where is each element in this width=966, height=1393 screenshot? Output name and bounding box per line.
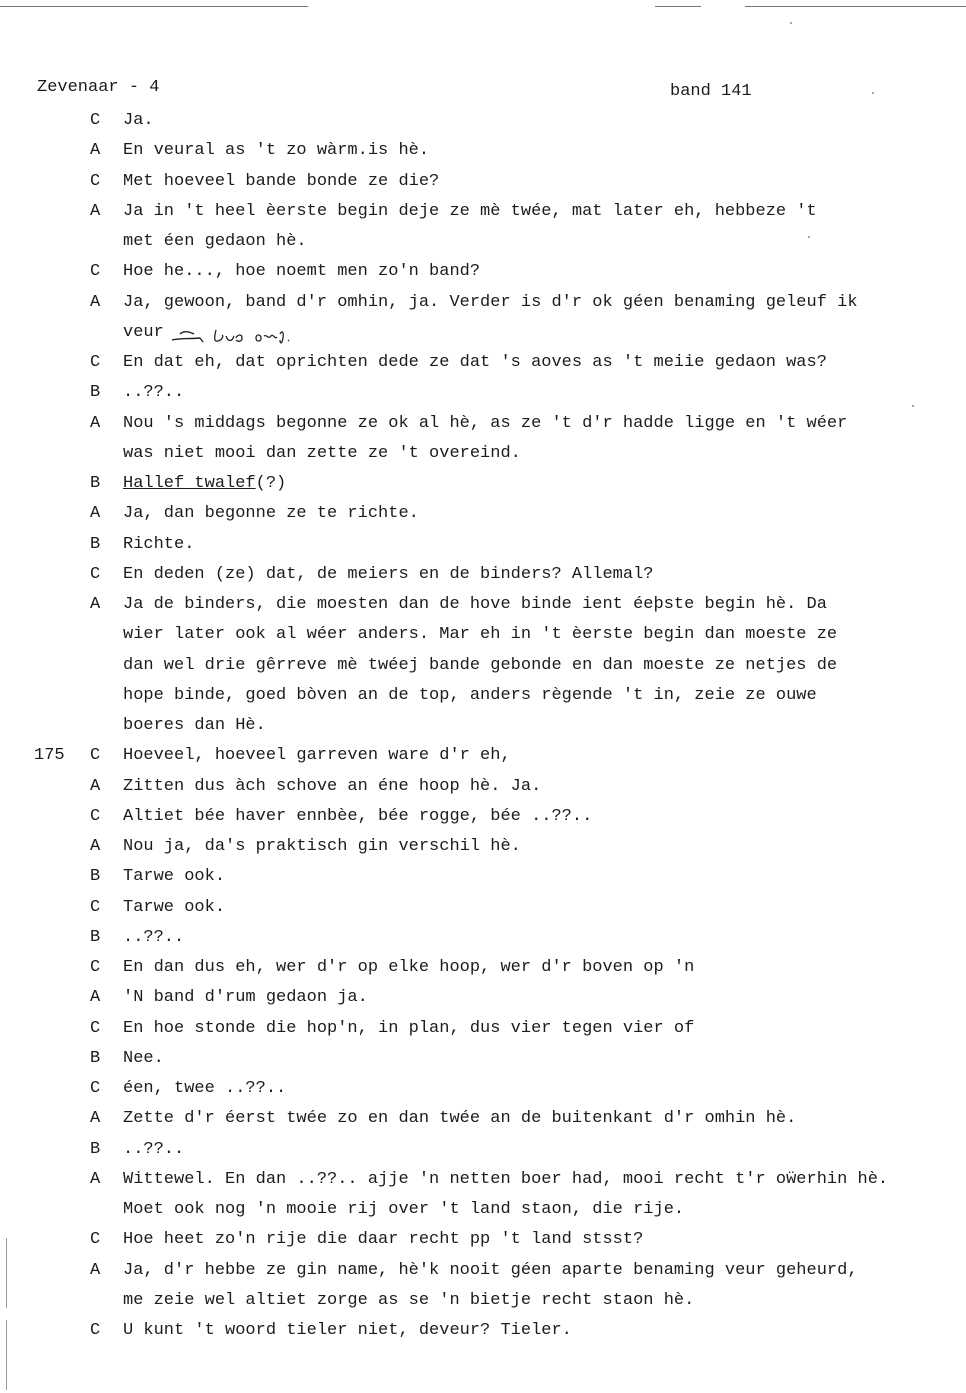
speaker-label: A bbox=[90, 504, 101, 524]
transcript-line bbox=[0, 1018, 966, 1048]
transcript-line bbox=[0, 231, 966, 261]
speaker-label: C bbox=[90, 353, 101, 372]
utterance-text: éen, twee ..??.. bbox=[123, 1079, 287, 1098]
transcript-line bbox=[0, 201, 966, 231]
speaker-label: B bbox=[90, 1139, 101, 1159]
utterance-text: 'N band d'rum gedaon ja. bbox=[123, 988, 368, 1008]
transcript-line bbox=[0, 1290, 966, 1320]
utterance-text: Nou 's middags begonne ze ok al hè, as ze 't d'r hadde ligge en 't wéer bbox=[123, 413, 848, 433]
header-location: Zevenaar - 4 bbox=[37, 78, 160, 97]
transcript-line bbox=[0, 776, 966, 806]
speaker-label: A bbox=[90, 595, 101, 614]
margin-bar bbox=[6, 1238, 7, 1308]
utterance-text: En dat eh, dat oprichten dede ze dat 's aoves as 't meiie gedaon was? bbox=[123, 353, 827, 372]
transcript-line bbox=[0, 110, 966, 140]
utterance-text: Ja. bbox=[123, 111, 154, 130]
speaker-label: A bbox=[90, 1260, 101, 1280]
margin-bar bbox=[6, 1320, 7, 1390]
top-rule-left bbox=[0, 6, 308, 7]
utterance-text: Ja, dan begonne ze te richte. bbox=[123, 504, 419, 524]
utterance-text: Moet ook nog 'n mooie rij over 't land staon, die rije. bbox=[123, 1200, 685, 1219]
utterance-text: Hoe heet zo'n rije die daar recht pp 't land stsst? bbox=[123, 1230, 644, 1250]
transcript-line bbox=[0, 1169, 966, 1199]
utterance-text: Ja in 't heel èerste begin deje ze mè twée, mat later eh, hebbeze 't bbox=[123, 201, 817, 221]
transcript-line bbox=[0, 836, 966, 866]
transcript-line bbox=[0, 745, 966, 775]
speck bbox=[872, 92, 874, 94]
utterance-text: Tarwe ook. bbox=[123, 897, 226, 917]
speaker-label: A bbox=[90, 1169, 101, 1189]
speck bbox=[790, 22, 792, 24]
transcript-line bbox=[0, 624, 966, 654]
transcript-line bbox=[0, 564, 966, 594]
transcript-line bbox=[0, 715, 966, 745]
handwritten-annotation bbox=[170, 324, 350, 346]
speaker-label: C bbox=[90, 746, 101, 766]
utterance-text: me zeie wel altiet zorge as se 'n bietje recht staon hè. bbox=[123, 1290, 695, 1310]
utterance-text: ..??.. bbox=[123, 927, 185, 947]
utterance-text: wier later ook al wéer anders. Mar eh in 't èerste begin dan moeste ze bbox=[123, 625, 838, 645]
transcript-line bbox=[0, 987, 966, 1017]
speaker-label: C bbox=[90, 1230, 101, 1250]
speaker-label: B bbox=[90, 927, 101, 947]
speaker-label: A bbox=[90, 988, 101, 1008]
speaker-label: C bbox=[90, 262, 101, 282]
utterance-text: veur bbox=[123, 322, 164, 342]
transcript-line bbox=[0, 1139, 966, 1169]
speaker-label: A bbox=[90, 1109, 101, 1129]
utterance-text: Ja de binders, die moesten dan de hove binde ient éeþste begin hè. Da bbox=[123, 595, 827, 614]
transcript-line bbox=[0, 473, 966, 503]
utterance-text: En dan dus eh, wer d'r op elke hoop, wer d'r boven op 'n bbox=[123, 958, 695, 977]
speaker-label: A bbox=[90, 141, 101, 161]
speaker-label: A bbox=[90, 413, 101, 433]
transcript-line bbox=[0, 594, 966, 624]
speaker-label: C bbox=[90, 897, 101, 917]
line-number: 175 bbox=[34, 746, 65, 766]
utterance-text: Wittewel. En dan ..??.. ajje 'n netten boer had, mooi recht t'r oẅerhin hè. bbox=[123, 1169, 889, 1189]
transcript-line bbox=[0, 352, 966, 382]
transcript-line bbox=[0, 1048, 966, 1078]
utterance-text: U kunt 't woord tieler niet, deveur? Tieler. bbox=[123, 1321, 572, 1340]
utterance-text: Met hoeveel bande bonde ze die? bbox=[123, 171, 440, 191]
transcript-line bbox=[0, 503, 966, 533]
utterance-text: ..??.. bbox=[123, 1139, 185, 1159]
transcript-line bbox=[0, 927, 966, 957]
transcript-line bbox=[0, 382, 966, 412]
speaker-label: C bbox=[90, 1321, 101, 1340]
speaker-label: A bbox=[90, 201, 101, 221]
transcript-line bbox=[0, 1078, 966, 1108]
transcript-line bbox=[0, 261, 966, 291]
transcript-line bbox=[0, 655, 966, 685]
transcript-line bbox=[0, 171, 966, 201]
transcript-line bbox=[0, 1108, 966, 1138]
speaker-label: A bbox=[90, 776, 101, 796]
transcript-line bbox=[0, 685, 966, 715]
speaker-label: C bbox=[90, 1018, 101, 1038]
speck bbox=[808, 236, 810, 238]
transcript-line bbox=[0, 292, 966, 322]
speaker-label: C bbox=[90, 806, 101, 826]
utterance-text: Nee. bbox=[123, 1048, 164, 1068]
transcript-line bbox=[0, 1199, 966, 1229]
utterance-text: dan wel drie gêrreve mè twéej bande gebonde en dan moeste ze netjes de bbox=[123, 655, 838, 675]
transcript-line bbox=[0, 322, 966, 352]
utterance-text: Zette d'r éerst twée zo en dan twée an de buitenkant d'r omhin hè. bbox=[123, 1109, 797, 1129]
utterance-text: boeres dan Hè. bbox=[123, 716, 266, 735]
utterance-text: hope binde, goed bòven an de top, anders règende 't in, zeie ze ouwe bbox=[123, 685, 817, 705]
transcript-line bbox=[0, 534, 966, 564]
top-rule-right bbox=[745, 6, 966, 7]
transcript-line bbox=[0, 140, 966, 170]
speaker-label: B bbox=[90, 534, 101, 554]
speaker-label: A bbox=[90, 837, 101, 856]
header-tape: band 141 bbox=[670, 82, 752, 101]
transcript-line bbox=[0, 806, 966, 836]
speaker-label: B bbox=[90, 1048, 101, 1068]
speaker-label: C bbox=[90, 1079, 101, 1098]
speaker-label: C bbox=[90, 171, 101, 191]
transcript-line bbox=[0, 443, 966, 473]
transcript-line bbox=[0, 1229, 966, 1259]
utterance-text: was niet mooi dan zette ze 't overeind. bbox=[123, 443, 521, 463]
speck bbox=[912, 405, 914, 407]
transcript-line bbox=[0, 957, 966, 987]
speaker-label: A bbox=[90, 292, 101, 312]
speaker-label: C bbox=[90, 564, 101, 584]
utterance-text: En deden (ze) dat, de meiers en de binders? Allemal? bbox=[123, 564, 654, 584]
speaker-label: B bbox=[90, 474, 101, 493]
utterance-text: En hoe stonde die hop'n, in plan, dus vier tegen vier of bbox=[123, 1018, 695, 1038]
utterance-text: ..??.. bbox=[123, 383, 185, 403]
utterance-text: En veural as 't zo wàrm.is hè. bbox=[123, 141, 430, 161]
utterance-text: Nou ja, da's praktisch gin verschil hè. bbox=[123, 837, 521, 856]
utterance-text: Zitten dus àch schove an éne hoop hè. Ja. bbox=[123, 776, 542, 796]
utterance-text: Ja, d'r hebbe ze gin name, hè'k nooit géen aparte benaming veur geheurd, bbox=[123, 1260, 858, 1280]
utterance-text: Hoe he..., hoe noemt men zo'n band? bbox=[123, 262, 481, 282]
utterance-text: met éen gedaon hè. bbox=[123, 232, 307, 251]
utterance-text: Hoeveel, hoeveel garreven ware d'r eh, bbox=[123, 746, 511, 766]
transcript-line bbox=[0, 413, 966, 443]
speaker-label: C bbox=[90, 958, 101, 977]
transcript-line bbox=[0, 866, 966, 896]
utterance-text: Tarwe ook. bbox=[123, 867, 226, 887]
speaker-label: B bbox=[90, 867, 101, 887]
utterance-text: Altiet bée haver ennbèe, bée rogge, bée ..??.. bbox=[123, 806, 593, 826]
utterance-text: Hallef twalef(?) bbox=[123, 474, 287, 493]
transcript-line bbox=[0, 1320, 966, 1350]
top-rule-mid bbox=[655, 6, 701, 7]
utterance-text: Ja, gewoon, band d'r omhin, ja. Verder is d'r ok géen benaming geleuf ik bbox=[123, 292, 858, 312]
transcript-line bbox=[0, 897, 966, 927]
transcript-line bbox=[0, 1260, 966, 1290]
speaker-label: C bbox=[90, 111, 101, 130]
speaker-label: B bbox=[90, 383, 101, 403]
utterance-text: Richte. bbox=[123, 534, 195, 554]
